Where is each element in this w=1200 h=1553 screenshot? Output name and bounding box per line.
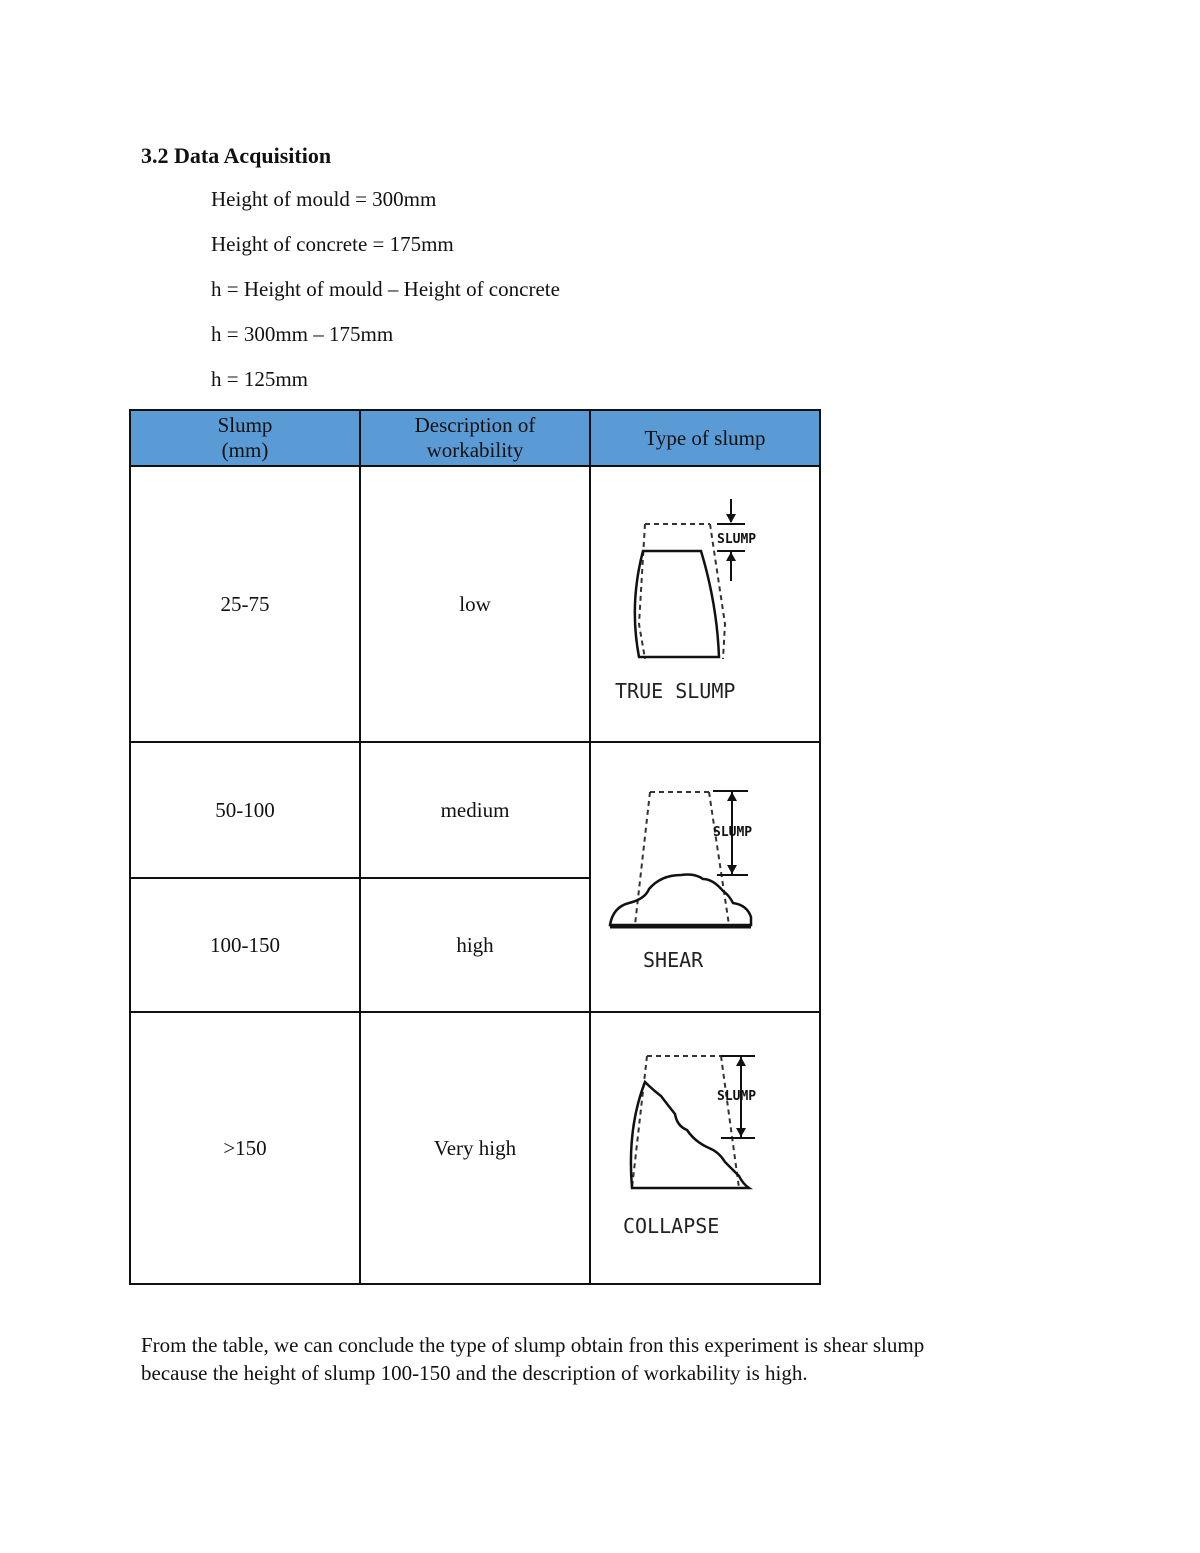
shear-caption: SHEAR [643, 948, 704, 972]
cell-description: high [360, 878, 590, 1012]
true-slump-figure [605, 494, 805, 714]
header-slump [130, 410, 360, 466]
table-row [130, 466, 820, 742]
cell-slump: 50-100 [130, 742, 360, 878]
cell-figure-collapse [590, 1012, 820, 1284]
calc-line-substitution: h = 300mm – 175mm [211, 322, 394, 346]
slump-table [129, 409, 821, 1285]
calc-line-formula: h = Height of mould – Height of concrete [211, 277, 560, 301]
cell-description: medium [360, 742, 590, 878]
table-header-row [130, 410, 820, 466]
collapse-dimension-label: SLUMP [717, 1089, 757, 1104]
cell-slump: >150 [130, 1012, 360, 1284]
cell-figure-shear [590, 742, 820, 1012]
header-slump-line1: Slump [217, 413, 273, 437]
cell-figure-true-slump [590, 466, 820, 742]
shear-dimension-label: SLUMP [713, 825, 753, 840]
collapse-caption: COLLAPSE [623, 1214, 720, 1238]
header-description [360, 410, 590, 466]
conclusion-line-1: From the table, we can conclude the type of slump obtain fron this experiment is shear slump [141, 1333, 925, 1357]
cell-slump: 100-150 [130, 878, 360, 1012]
table-row [130, 742, 820, 878]
collapse-slump-figure [605, 1038, 805, 1258]
cell-slump: 25-75 [130, 466, 360, 742]
header-description-line1: Description of [414, 413, 536, 437]
true-slump-dimension-label: SLUMP [717, 532, 757, 547]
true-slump-caption: TRUE SLUMP [615, 679, 736, 703]
calc-line-mould-height: Height of mould = 300mm [211, 187, 437, 211]
table-row [130, 1012, 820, 1284]
conclusion-line-2: because the height of slump 100-150 and the description of workability is high. [141, 1361, 808, 1385]
header-type: Type of slump [590, 410, 820, 466]
shear-slump-figure [605, 767, 805, 987]
cell-description: low [360, 466, 590, 742]
conclusion-paragraph [141, 1331, 1041, 1387]
calc-line-concrete-height: Height of concrete = 175mm [211, 232, 454, 256]
section-heading: 3.2 Data Acquisition [141, 143, 332, 168]
cell-description: Very high [360, 1012, 590, 1284]
header-slump-line2: (mm) [221, 438, 269, 462]
header-description-line2: workability [426, 438, 524, 462]
calc-line-result: h = 125mm [211, 367, 309, 391]
